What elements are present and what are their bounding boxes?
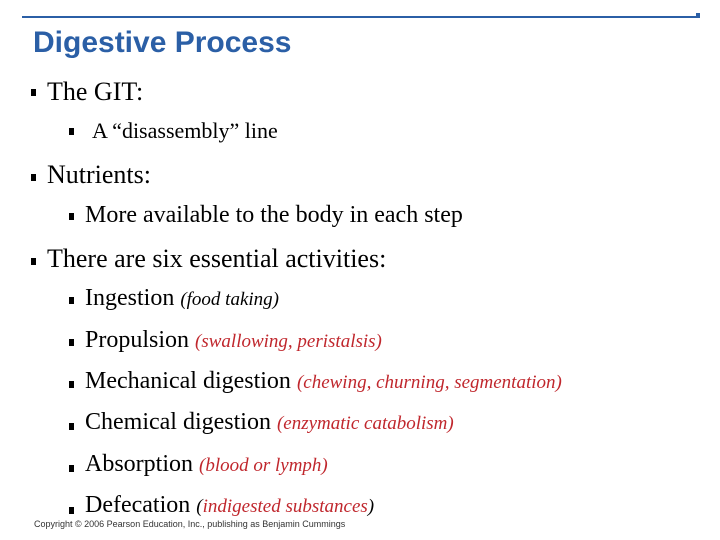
activity-detail: (chewing, churning, segmentation) bbox=[296, 372, 562, 393]
bullet-marker bbox=[69, 213, 74, 220]
activity-propulsion bbox=[85, 327, 382, 354]
bullet-nutrients: Nutrients: bbox=[47, 160, 151, 189]
activity-detail: (swallowing, peristalsis) bbox=[195, 331, 382, 352]
copyright-notice: Copyright © 2006 Pearson Education, Inc., publishing as Benjamin Cummings bbox=[34, 519, 346, 529]
activity-detail: (blood or lymph) bbox=[199, 455, 328, 476]
bullet-marker bbox=[69, 128, 74, 135]
activity-label: Chemical digestion bbox=[85, 409, 271, 435]
bullet-git: The GIT: bbox=[47, 77, 144, 106]
activity-detail-close: ) bbox=[367, 496, 375, 517]
activity-detail-open: ( bbox=[196, 496, 203, 517]
activity-label: Defecation bbox=[85, 492, 191, 518]
bullet-six-activities: There are six essential activities: bbox=[47, 244, 387, 273]
title-rule bbox=[22, 16, 699, 18]
activity-mechanical-digestion bbox=[85, 368, 562, 395]
title-rule-end bbox=[696, 13, 700, 18]
activity-ingestion bbox=[85, 285, 279, 312]
activity-label: Propulsion bbox=[85, 327, 190, 353]
activity-detail: (food taking) bbox=[180, 289, 280, 310]
bullet-more-available: More available to the body in each step bbox=[85, 202, 463, 228]
bullet-marker bbox=[69, 339, 74, 346]
bullet-disassembly-line: A “disassembly” line bbox=[92, 118, 278, 143]
activity-detail: (enzymatic catabolism) bbox=[276, 413, 454, 434]
bullet-marker bbox=[69, 297, 74, 304]
activity-label: Absorption bbox=[85, 451, 193, 477]
bullet-marker bbox=[31, 258, 36, 265]
bullet-marker bbox=[69, 465, 74, 472]
activity-label: Ingestion bbox=[85, 285, 175, 311]
activity-defecation bbox=[85, 492, 374, 519]
slide-title: Digestive Process bbox=[33, 26, 292, 59]
activity-label: Mechanical digestion bbox=[85, 368, 291, 394]
bullet-marker bbox=[31, 89, 36, 96]
bullet-marker bbox=[69, 507, 74, 514]
bullet-marker bbox=[69, 423, 74, 430]
activity-detail: indigested substances bbox=[202, 496, 368, 517]
bullet-marker bbox=[31, 174, 36, 181]
activity-absorption bbox=[85, 451, 328, 478]
bullet-marker bbox=[69, 381, 74, 388]
activity-chemical-digestion bbox=[85, 409, 454, 436]
